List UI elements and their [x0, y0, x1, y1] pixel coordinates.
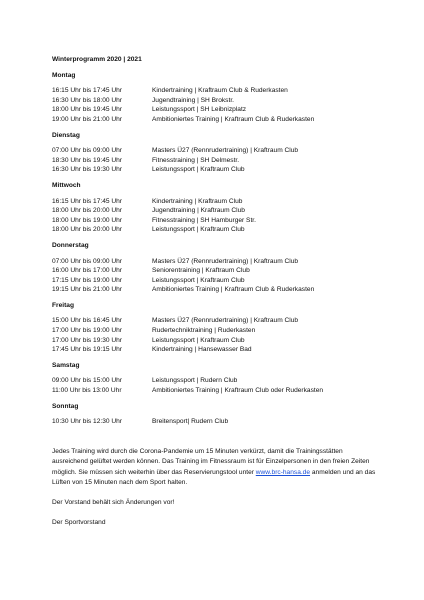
time-range: 16:00 Uhr bis 17:00 Uhr	[52, 267, 123, 275]
training-description: Leistungssport | Kraftraum Club	[152, 276, 245, 284]
schedule-row	[52, 105, 384, 115]
training-description: Masters Ü27 (Rennrudertraining) | Kraftraum Club	[152, 147, 299, 155]
day-section	[52, 241, 384, 295]
training-description: Seniorentraining | Kraftraum Club	[152, 267, 250, 275]
training-description: Fitnesstraining | SH Hamburger Str.	[152, 216, 256, 224]
day-section	[52, 402, 384, 427]
day-heading: Dienstag	[52, 131, 80, 139]
time-range: 19:00 Uhr bis 21:00 Uhr	[52, 115, 123, 123]
schedule-row	[52, 165, 384, 175]
day-section	[52, 301, 384, 355]
time-range: 16:30 Uhr bis 18:00 Uhr	[52, 96, 123, 104]
schedule-row	[52, 316, 384, 326]
training-description: Leistungssport | SH Leibnizplatz	[152, 106, 247, 114]
day-heading: Donnerstag	[52, 241, 89, 249]
schedule-row	[52, 345, 384, 355]
schedule-row	[52, 257, 384, 267]
website-link[interactable]: www.brc-hansa.de	[255, 468, 311, 476]
note-text-start: Jedes Training wird durch die Corona-Pandemie um 15 Minuten verkürzt, damit die Trainingsstätten ausreichend gelüftet werden können. Das Training im Fitnessraum ist für Einzelpersonen in den freien Zeiten möglich. Sie müssen sich weiterhin über das Reservierungstool unter	[52, 447, 370, 476]
disclaimer: Der Vorstand behält sich Änderungen vor!	[52, 499, 175, 507]
schedule-row	[52, 146, 384, 156]
training-description: Kindertraining | Hansewasser Bad	[152, 346, 252, 354]
document-title: Winterprogramm 2020 | 2021	[52, 56, 142, 63]
schedule-row	[52, 86, 384, 96]
training-description: Breitensport| Rudern Club	[152, 418, 229, 426]
day-heading: Freitag	[52, 301, 74, 309]
schedule-row	[52, 225, 384, 235]
training-description: Kindertraining | Kraftraum Club & Ruderkasten	[152, 87, 288, 95]
time-range: 19:15 Uhr bis 21:00 Uhr	[52, 286, 123, 294]
time-range: 07:00 Uhr bis 09:00 Uhr	[52, 147, 123, 155]
training-description: Leistungssport | Kraftraum Club	[152, 166, 245, 174]
day-section	[52, 131, 384, 175]
training-description: Leistungssport | Kraftraum Club	[152, 226, 245, 234]
time-range: 07:00 Uhr bis 09:00 Uhr	[52, 257, 123, 265]
schedule-row	[52, 417, 384, 427]
day-section	[52, 181, 384, 235]
time-range: 18:30 Uhr bis 19:45 Uhr	[52, 156, 123, 164]
schedule-row	[52, 96, 384, 106]
time-range: 10:30 Uhr bis 12:30 Uhr	[52, 418, 123, 426]
day-section	[52, 71, 384, 125]
time-range: 11:00 Uhr bis 13:00 Uhr	[52, 387, 122, 395]
day-section	[52, 361, 384, 396]
training-description: Ambitioniertes Training | Kraftraum Club & Ruderkasten	[152, 115, 315, 123]
note-text-end: anmelden und an das Lüften von 15 Minuten nach dem Sport halten.	[52, 468, 376, 487]
time-range: 18:00 Uhr bis 19:00 Uhr	[52, 216, 123, 224]
schedule-row	[52, 115, 384, 125]
time-range: 17:00 Uhr bis 19:30 Uhr	[52, 336, 123, 344]
day-heading: Mittwoch	[52, 181, 81, 189]
training-description: Jugendtraining | SH Brokstr.	[152, 96, 234, 104]
training-description: Rudertechniktraining | Ruderkasten	[152, 327, 256, 335]
training-description: Kindertraining | Kraftraum Club	[152, 197, 243, 205]
schedule	[52, 71, 384, 427]
schedule-row	[52, 206, 384, 216]
training-description: Ambitioniertes Training | Kraftraum Club oder Ruderkasten	[152, 387, 324, 395]
schedule-row	[52, 336, 384, 346]
day-heading: Montag	[52, 71, 76, 79]
day-heading: Sonntag	[52, 402, 79, 410]
schedule-row	[52, 285, 384, 295]
corona-note	[52, 447, 376, 489]
time-range: 18:00 Uhr bis 20:00 Uhr	[52, 207, 123, 215]
time-range: 16:30 Uhr bis 19:30 Uhr	[52, 166, 123, 174]
schedule-row	[52, 276, 384, 286]
schedule-row	[52, 156, 384, 166]
schedule-row	[52, 266, 384, 276]
training-description: Fitnesstraining | SH Delmestr.	[152, 156, 240, 164]
schedule-row	[52, 197, 384, 207]
time-range: 18:00 Uhr bis 19:45 Uhr	[52, 106, 123, 114]
time-range: 16:15 Uhr bis 17:45 Uhr	[52, 197, 123, 205]
training-description: Leistungssport | Rudern Club	[152, 377, 238, 385]
time-range: 17:00 Uhr bis 19:00 Uhr	[52, 327, 123, 335]
schedule-row	[52, 326, 384, 336]
signature: Der Sportvorstand	[52, 519, 106, 527]
time-range: 16:15 Uhr bis 17:45 Uhr	[52, 87, 123, 95]
schedule-row	[52, 386, 384, 396]
schedule-row	[52, 216, 384, 226]
schedule-row	[52, 376, 384, 386]
training-description: Jugendtraining | Kraftraum Club	[152, 207, 245, 215]
time-range: 17:15 Uhr bis 19:00 Uhr	[52, 276, 123, 284]
training-description: Masters Ü27 (Rennrudertraining) | Kraftraum Club	[152, 317, 299, 325]
training-description: Masters Ü27 (Rennrudertraining) | Kraftraum Club	[152, 257, 299, 265]
time-range: 18:00 Uhr bis 20:00 Uhr	[52, 226, 123, 234]
time-range: 09:00 Uhr bis 15:00 Uhr	[52, 377, 123, 385]
time-range: 17:45 Uhr bis 19:15 Uhr	[52, 346, 123, 354]
day-heading: Samstag	[52, 361, 80, 369]
training-description: Leistungssport | Kraftraum Club	[152, 336, 245, 344]
training-description: Ambitioniertes Training | Kraftraum Club & Ruderkasten	[152, 286, 315, 294]
time-range: 15:00 Uhr bis 16:45 Uhr	[52, 317, 123, 325]
